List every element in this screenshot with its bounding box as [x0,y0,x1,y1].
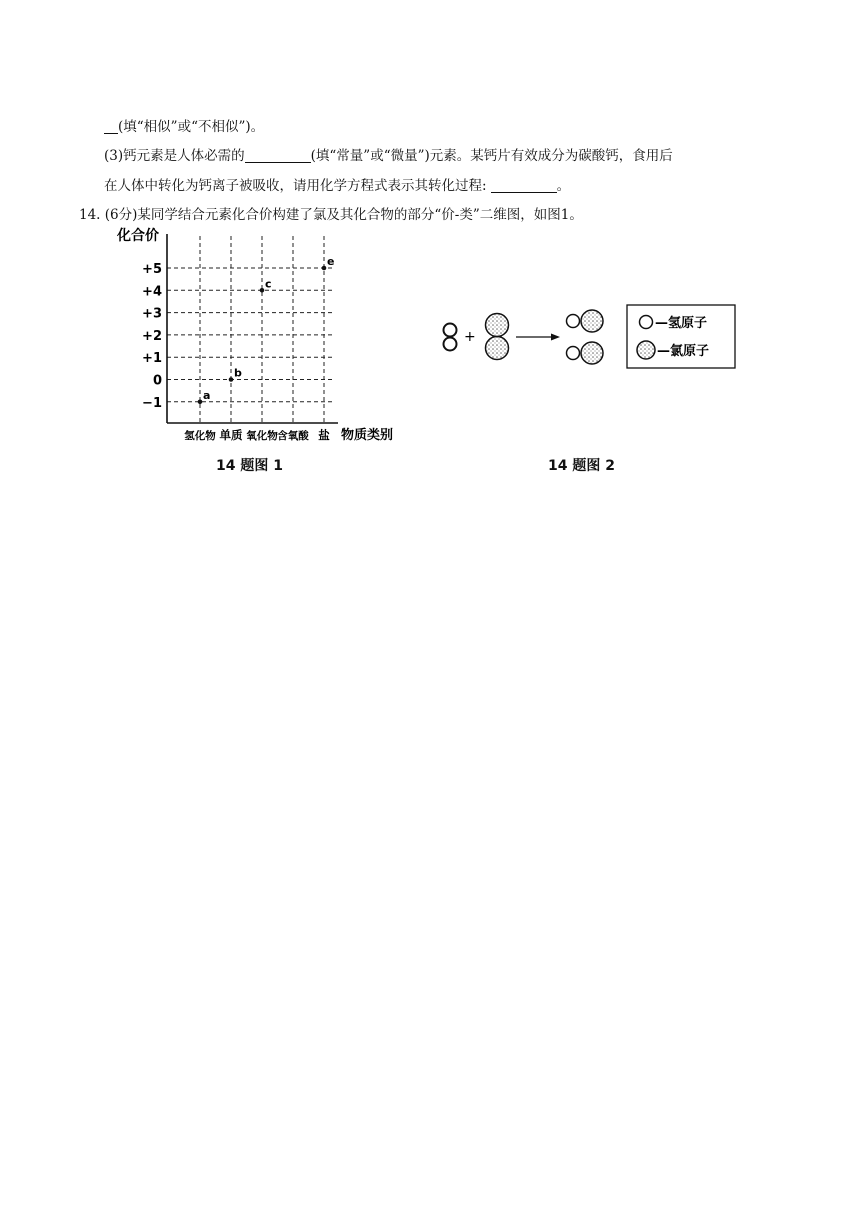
data-point-label: b [234,366,242,380]
x-tick-label: 氧化物 [246,430,278,442]
hydrogen-molecule [444,324,457,351]
question-3-text-d: 。 [556,178,571,194]
data-point-label: c [265,277,272,291]
data-point-e [322,266,327,271]
y-axis-title: 化合价 [117,228,159,244]
plus-sign: + [464,329,476,345]
legend-chlorine-label: —氯原子 [657,344,710,359]
figure-2-diagram [436,300,736,370]
question-3-text-c: 在人体中转化为钙离子被吸收，请用化学方程式表示其转化过程: [104,178,487,194]
hydrogen-atom-icon [640,316,653,329]
y-tick-label: −1 [142,395,162,411]
answer-line-1 [104,118,264,136]
y-tick-label: +3 [142,306,162,322]
data-point-label: a [203,388,211,402]
y-tick-label: +5 [142,262,162,277]
y-tick-label: 0 [152,373,162,389]
line-1-text: (填“相似”或“不相似”)。 [118,119,265,135]
x-axis-title: 物质类别 [341,428,394,443]
question-3-line [104,147,673,165]
question-3-text-b: (填“常量”或“微量”)元素。某钙片有效成分为碳酸钙，食用后 [310,148,673,164]
chlorine-molecule [486,314,509,360]
question-3-line-2 [104,177,570,195]
data-point-b [229,377,234,382]
x-tick-label: 氢化物 [184,430,216,442]
y-tick-label: +1 [142,351,162,367]
x-tick-label: 盐 [318,428,330,442]
question-14-line [79,206,583,224]
legend-box [627,305,735,368]
legend-hydrogen-label: —氢原子 [655,316,708,331]
hcl-molecule [567,310,604,332]
question-14-text: 14. (6分)某同学结合元素化合价构建了氯及其化合物的部分“价-类”二维图，如图1。 [79,207,583,223]
blank-3[interactable] [491,178,557,193]
x-tick-label: 单质 [219,428,243,442]
hcl-molecule [567,342,604,364]
y-tick-label: +4 [142,284,162,300]
x-tick-label: 含氧酸 [277,430,309,442]
figure-2-caption: 14 题图 2 [548,458,615,474]
y-tick-label: +2 [142,328,162,344]
figure-1-caption: 14 题图 1 [216,458,283,474]
blank-1[interactable] [104,119,118,134]
question-3-text-a: (3)钙元素是人体必需的 [104,148,245,164]
blank-2[interactable] [245,148,311,163]
data-point-a [198,400,203,405]
reaction-arrow-icon [516,334,560,341]
chlorine-atom-icon [637,341,655,359]
data-point-c [260,288,265,293]
data-point-label: e [327,255,335,268]
figure-1-chart [117,226,420,446]
